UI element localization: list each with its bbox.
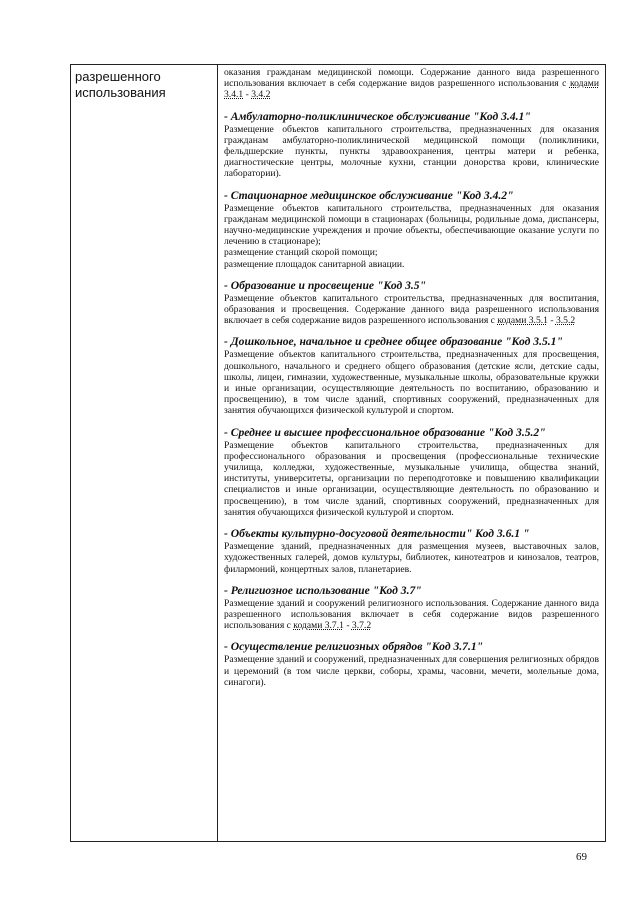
right-cell [218, 65, 605, 841]
section-text: Размещение объектов капитального строительства, предназначенных для профессионального образования и просвещения (профессиональные технические училища, колледжи, художественные, музыкальные училища, общества знаний, институты, университеты, организации по переподготовке и повышению квалификации специалистов и иные организации, осуществляющие деятельность по образованию и просвещению), в том числе зданий, спортивных сооружений, предназначенных для занятия обучающихся физической культурой и спортом. [224, 439, 599, 518]
lead-sep: - [243, 89, 252, 101]
lead-text: оказания гражданам медицинской помощи. Содержание данного вида разрешенного использования включает в себя содержание видов разрешенного использования с [224, 67, 599, 90]
land-use-table [70, 64, 606, 842]
left-cell [71, 65, 218, 841]
section-link-1[interactable]: кодами 3.5.1 [497, 315, 548, 327]
section-3-4-1 [224, 110, 599, 180]
section-sep: - [547, 315, 556, 327]
section-text-body: Размещение объектов капитального строительства, предназначенных для воспитания, образования и просвещения. Содержание данного вида разрешенного использования включает в себя содержание видов разрешенного использования с [224, 292, 599, 327]
section-text: размещение станций скорой помощи; [224, 247, 378, 259]
section-title: - Осуществление религиозных обрядов "Код 3.7.1" [224, 640, 484, 654]
lead-link-2[interactable]: 3.4.2 [251, 89, 271, 101]
section-title: - Религиозное использование "Код 3.7" [224, 583, 422, 597]
section-text: размещение площадок санитарной авиации. [224, 258, 405, 270]
section-title: - Объекты культурно-досуговой деятельности" Код 3.6.1 " [224, 527, 530, 541]
section-link-1[interactable]: кодами 3.7.1 [293, 620, 344, 632]
section-link-2[interactable]: 3.5.2 [555, 315, 576, 327]
section-3-5-1 [224, 335, 599, 416]
section-text: Размещение объектов капитального строительства, предназначенных для просвещения, дошкольного, начального и среднего общего образования (детские ясли, детские сады, школы, лицеи, гимназии, художественные, музыкальные школы, образовательные кружки и иные организации, осуществляющие деятельность по воспитанию, образованию и просвещению), в том числе зданий, спортивных сооружений, предназначенных для занятия обучающихся физической культурой и спортом. [224, 349, 599, 417]
section-3-4-2 [224, 189, 599, 270]
section-title: - Дошкольное, начальное и среднее общее образование "Код 3.5.1" [224, 335, 563, 349]
section-title: - Амбулаторно-поликлиническое обслуживание "Код 3.4.1" [224, 109, 531, 123]
section-3-7-1 [224, 640, 599, 688]
section-3-7 [224, 584, 599, 632]
section-text: Размещение зданий и сооружений, предназначенных для совершения религиозных обрядов и церемоний (в том числе церкви, соборы, храмы, часовни, мечети, молельные дома, синагоги). [224, 654, 599, 688]
section-text: Размещение зданий, предназначенных для размещения музеев, выставочных залов, художественных галерей, домов культуры, библиотек, кинотеатров и кинозалов, театров, филармоний, концертных залов, планетариев. [224, 541, 599, 575]
section-sep: - [343, 620, 352, 632]
left-cell-line-1: разрешенного [75, 69, 161, 84]
section-title: - Образование и просвещение "Код 3.5" [224, 278, 427, 292]
lead-paragraph [224, 67, 599, 101]
section-text [224, 293, 599, 327]
section-text [224, 598, 599, 632]
section-text-body: Размещение зданий и сооружений религиозного использования. Содержание данного вида разрешенного использования включает в себя содержание видов разрешенного использования с [224, 597, 599, 632]
section-title: - Среднее и высшее профессиональное образование "Код 3.5.2" [224, 425, 546, 439]
lead-link-1[interactable]: кодами 3.4.1 [224, 78, 599, 101]
section-3-5-2 [224, 426, 599, 518]
page-number: 69 [576, 851, 587, 863]
left-cell-line-2: использования [75, 85, 166, 100]
section-title: - Стационарное медицинское обслуживание "Код 3.4.2" [224, 188, 514, 202]
section-3-6-1 [224, 527, 599, 575]
section-link-2[interactable]: 3.7.2 [351, 620, 372, 632]
section-text: Размещение объектов капитального строительства, предназначенных для оказания гражданам амбулаторно-поликлинической медицинской помощи (поликлиники, фельдшерские пункты, пункты здравоохранения, центры матери и ребенка, диагностические центры, молочные кухни, станции донорства крови, клинические лаборатории). [224, 123, 599, 180]
section-3-5 [224, 279, 599, 327]
section-text: Размещение объектов капитального строительства, предназначенных для оказания гражданам медицинской помощи в стационарах (больницы, родильные дома, диспансеры, научно-медицинские учреждения и прочие объекты, обеспечивающие оказание услуги по лечению в стационаре); [224, 202, 599, 248]
